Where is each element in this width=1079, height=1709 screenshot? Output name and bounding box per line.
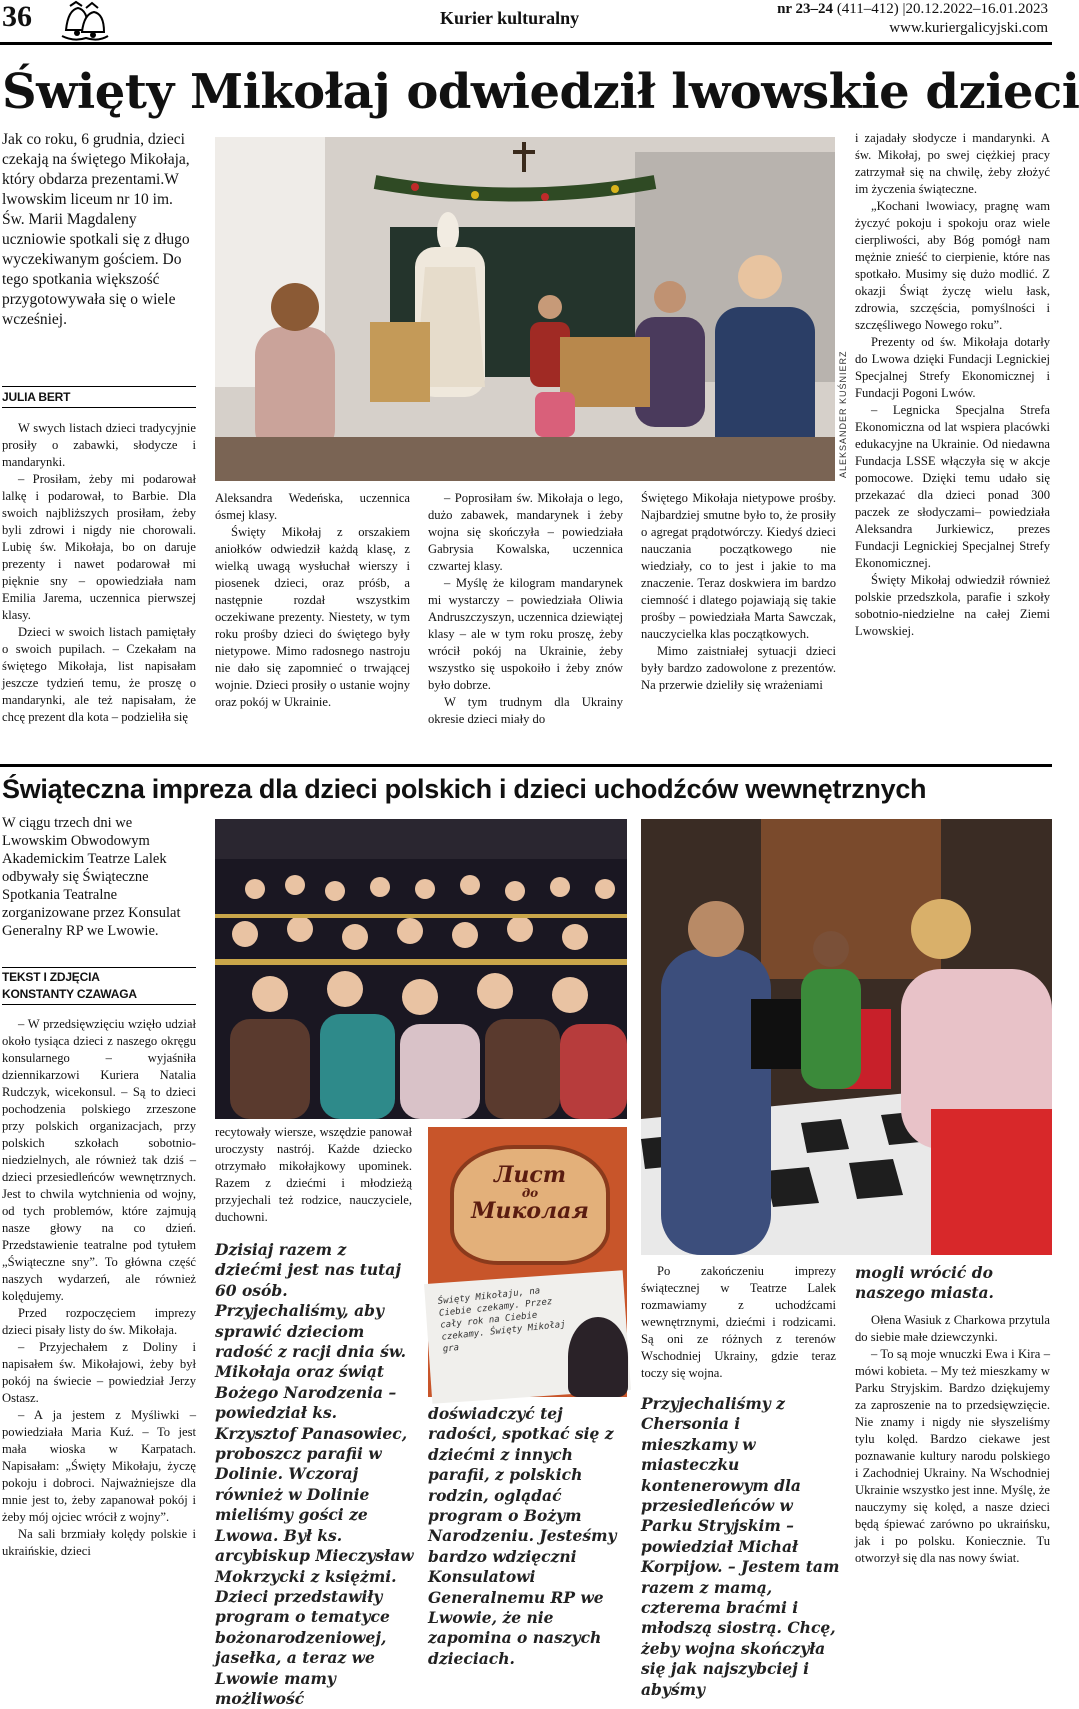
article2-byline-1: TEKST I ZDJĘCIA bbox=[2, 970, 100, 984]
gifts-photo bbox=[641, 819, 1052, 1255]
article2-title: Świąteczna impreza dla dzieci polskich i dzieci uchodźców wewnętrznych bbox=[2, 774, 927, 804]
letter-text: Święty Mikołaju, na Ciebie czekamy. Przez cały rok na Ciebie czekamy. Święty Mikołaj gra bbox=[437, 1286, 567, 1355]
article2-quote2: doświadczyć tej radości, spotkać się z dziećmi z innych parafii, z polskich rodzin, oglądać program o Bożym Narodzeniu. Jesteśmy bardzo wdzięczni Konsulatowi Generalnemu RP we Lwowie, że nie zapomina o naszych dzieciach. bbox=[428, 1404, 617, 1668]
issue-dates: (411–412) |20.12.2022–16.01.2023 bbox=[833, 1, 1048, 17]
paragraph: W tym trudnym dla Ukrainy okresie dzieci miały do bbox=[428, 695, 623, 726]
section-title: Kurier kulturalny bbox=[440, 8, 580, 28]
byline-rule bbox=[2, 407, 196, 408]
paragraph: Na sali brzmiały kolędy polskie i ukraińskie, dzieci bbox=[2, 1527, 196, 1558]
article2-quote4: mogli wrócić do naszego miasta. bbox=[855, 1263, 994, 1303]
article1-lead: Jak co roku, 6 grudnia, dzieci czekają na świętego Mikołaja, który obdarza prezentami.W lwowskim liceum nr 10 im. Św. Marii Magdaleny uczniowie spotkali się z długo wyczekiwanym gościem. Do tego spotkania większość przygotowywała się o wiele wcześniej. bbox=[2, 131, 190, 328]
article1-col5 bbox=[855, 130, 1050, 744]
paragraph: – W przedsięwzięciu wzięło udział około tysiąca dzieci z naszego okręgu konsularnego – wyjaśniła dziennikarzowi Kuriera Natalia Rudczyk, wicekonsul. – Są to dzieci pochodzenia polskiego zrzeszone przy polskich organizacjach, przy polskich szkołach sobotnio-niedzielnych, ale również tak dziś – dzieci przesiedleńców wewnętrznych. Jest to chwila wytchnienia od wojny, od tych problemów, które zajmują nasze głowy na co dzień. Przedstawienie teatralne pod tytułem „Świąteczne sny”. To główna część naszych wydarzeń, ale również kolędujemy. bbox=[2, 1017, 196, 1303]
article2-quote3: Przyjechaliśmy z Chersonia i mieszkamy w miasteczku kontenerowym dla przesiedleńców w Parku Stryjskim – powiedział Michał Korpijow. – Jestem tam razem z mamą, czterema braćmi i młodszą siostrą. Chcę, żeby wojna skończyła się jak najszybciej i abyśmy bbox=[641, 1394, 840, 1699]
article2-byline-2: KONSTANTY CZAWAGA bbox=[2, 987, 137, 1001]
child-head bbox=[568, 1317, 628, 1397]
article2-quote1: Dzisiaj razem z dziećmi jest nas tutaj 60 osób. Przyjechaliśmy, aby sprawić dzieciom radość z racji dnia św. Mikołaja oraz świąt Bożego Narodzenia – powiedział ks. Krzysztof Panasowiec, proboszcz parafii w Dolinie. Wczoraj również w Dolinie mieliśmy gości ze Lwowa. Był ks. arcybiskup Mieczysław Mokrzycki z księżmi. Dzieci przedstawiły program o tematyce bożonarodzeniowej, jasełka, a teraz we Lwowie mamy możliwość bbox=[215, 1240, 414, 1708]
article2-col5 bbox=[855, 1312, 1050, 1637]
paragraph: Przed rozpoczęciem imprezy dzieci pisały listy do św. Mikołaja. bbox=[2, 1306, 196, 1337]
paragraph: recytowały wiersze, wszędzie panował uroczysty nastrój. Każde dziecko otrzymało mikołajkowy upominek. Razem z dziećmi i młodzieżą przyjechali też rodzice, nauczyciele, duchowni. bbox=[215, 1125, 412, 1224]
page-number: 36 bbox=[2, 0, 32, 33]
paragraph: Po zakończeniu imprezy świątecznej w Teatrze Lalek rozmawiamy z uchodźcami wewnętrznymi, dziećmi i rodzicami. Są oni ze różnych z terenów Wschodniej Ukrainy, gdzie teraz toczy się wojna. bbox=[641, 1264, 836, 1380]
gifts-illustration bbox=[641, 819, 1052, 1255]
article1-col1 bbox=[2, 420, 196, 744]
bells-icon bbox=[56, 0, 112, 42]
article1-col2 bbox=[215, 490, 410, 744]
paragraph: Świętego Mikołaja nietypowe prośby. Najbardziej smutne było to, że prosiły o agregat prądotwórczy. Kiedyś dzieci nauczania początkowego nie wiedziały, co to jest i jakie to ma znaczenie. Teraz doskwiera im bardzo ciemność i dlatego pojawiają się takie prośby – powiedziała Marta Sawczak, nauczycielka klas początkowych. bbox=[641, 491, 836, 641]
classroom-photo bbox=[215, 137, 835, 481]
paragraph: Prezenty od św. Mikołaja dotarły do Lwowa dzięki Fundacji Legnickiej Specjalnej Strefy Ekonomicznej i Fundacji Pogoni Lwów. bbox=[855, 335, 1050, 400]
paragraph: – A ja jestem z Myśliwki – powiedziała Maria Kuź. – To jest mała wioska w Karpatach. Napisałam: „Święty Mikołaju, życzę pokoju i dobroci. Najważniejsze dla mnie jest to, żeby zapanował pokój i żeby mój ojciec wrócił z wojny”. bbox=[2, 1408, 196, 1524]
article1-col4 bbox=[641, 490, 836, 744]
byline-rule bbox=[2, 1004, 196, 1005]
article2-col4 bbox=[641, 1263, 836, 1387]
paragraph: Święty Mikołaj odwiedził również polskie przedszkola, parafie i szkoły sobotnio-niedzielne na całej Ziemi Lwowskiej. bbox=[855, 573, 1050, 638]
paragraph: W swych listach dzieci tradycyjnie prosiły o zabawki, słodycze i mandarynki. bbox=[2, 421, 196, 469]
header-rule bbox=[0, 42, 1052, 45]
article1-author: JULIA BERT bbox=[2, 390, 71, 404]
classroom-illustration bbox=[215, 137, 835, 481]
photo-credit: ALEKSANDER KUŚNIERZ bbox=[838, 350, 848, 478]
paragraph: – Przyjechałem z Doliny i napisałem św. Mikołajowi, żeby był pokój na świecie – powiedział Jerzy Ostasz. bbox=[2, 1340, 196, 1405]
paragraph: i zajadały słodycze i mandarynki. A św. Mikołaj, po swej ciężkiej pracy zatrzymał się na chwilę, żeby złożyć im życzenia świąteczne. bbox=[855, 131, 1050, 196]
section-rule bbox=[0, 764, 1052, 767]
article2-col2 bbox=[215, 1124, 412, 1224]
paragraph: – Myślę że kilogram mandarynek mi wystarczy – powiedziała Oliwia Andruszczyszyn, uczennica dziewiątej klasy – ale w tym roku proszę, żeby wrócił pokój na Ukrainie, żeby wszystko się uspokoiło i żeby znów było dobrze. bbox=[428, 576, 623, 692]
paragraph: Święty Mikołaj z orszakiem aniołków odwiedził każdą klasę, z wielką uwagą wysłuchał wierszy i piosenek dzieci, oraz próśb, a następnie rozdał wszystkim oczekiwane prezenty. Niestety, w tym roku prośby dzieci do świętego były nietypowe. Mimo radosnego nastroju nie dało się zapomnieć o trwającej wojnie. Dzieci prosiły o ustanie wojny oraz pokój w Ukrainie. bbox=[215, 525, 410, 709]
website-link[interactable]: www.kuriergalicyjski.com bbox=[889, 20, 1048, 36]
paragraph: Ołena Wasiuk z Charkowa przytula do siebie małe dziewczynki. bbox=[855, 1313, 1050, 1344]
audience-illustration bbox=[215, 819, 627, 1119]
paragraph: – Legnicka Specjalna Strefa Ekonomiczna od lat wspiera placówki edukacyjne na Ukrainie. Od niedawna Fundacja LSSE włączyła się w akcje pomocowe. Dzięki temu udało się przekazać dla dzieci ponad 300 paczek ze słodyczami– powiedziała Aleksandra Jurkiewicz, prezes Fundacji Legnickiej Specjalnej Strefy Ekonomicznej. bbox=[855, 403, 1050, 570]
paragraph: – To są moje wnuczki Ewa i Kira – mówi kobieta. – My też mieszkamy w Parku Stryjskim. Bardzo dziękujemy za zaproszenie na to przedsięwzięcie. Nie znamy i nigdy nie słyszeliśmy tylu kolęd. Bardzo ciekawe jest poznawanie kultury narodu polskiego i Zachodniej Ukrainy. Na Wschodniej Ukrainie wszystko jest inne. Myślę, że nauczymy się kolęd, a nasze dzieci będą śpiewać zarówno po ukraińsku, jak i po polsku. Koniecznie. Tu otworzył się dla nas nowy świat. bbox=[855, 1347, 1050, 1565]
sign-text: Лист до Миколая bbox=[471, 1162, 589, 1224]
byline-rule bbox=[2, 967, 196, 968]
paragraph: – Poprosiłam św. Mikołaja o lego, dużo zabawek, mandarynek i żeby wojna się skończyła – powiedziała Gabrysia Kowalska, uczennica czwartej klasy. bbox=[428, 491, 623, 573]
paragraph: „Kochani lwowiacy, pragnę wam życzyć pokoju i spokoju oraz wiele cierpliwości, aby Bóg pomógł nam mężnie znieść to cierpienie, które nas spotkało. Musimy się dużo modlić. Z okazji Świąt życzę wielu łask, zdrowia, szczęścia, pomyślności i szczęśliwego Nowego roku”. bbox=[855, 199, 1050, 332]
paragraph: Mimo zaistniałej sytuacji dzieci były bardzo zadowolone z prezentów. Na przerwie dzieliły się wrażeniami bbox=[641, 644, 836, 692]
byline-rule bbox=[2, 386, 196, 387]
article2-lead: W ciągu trzech dni we Lwowskim Obwodowym Akademickim Teatrze Lalek odbywały się Świąteczne Spotkania Teatralne zorganizowane przez Konsulat Generalny RP we Lwowie. bbox=[2, 815, 181, 939]
issue-info bbox=[777, 0, 1048, 38]
letter-sign-photo bbox=[428, 1127, 627, 1397]
issue-number: nr 23–24 bbox=[777, 1, 834, 17]
article1-title: Święty Mikołaj odwiedził lwowskie dzieci bbox=[2, 64, 1079, 120]
paragraph: Aleksandra Wedeńska, uczennica ósmej klasy. bbox=[215, 491, 410, 522]
article1-col3 bbox=[428, 490, 623, 744]
audience-photo bbox=[215, 819, 627, 1119]
paragraph: Dzieci w swoich listach pamiętały o swoich pupilach. – Czekałam na świętego Mikołaja, list napisałam jeszcze tydzień temu, że proszę o mandarynki, ale też napisałam, że chcę prezent dla kota – podzieliła się bbox=[2, 625, 196, 724]
paragraph: – Prosiłam, żeby mi podarował lalkę i podarował, to Barbie. Dla swoich najbliższych prosiłam, żeby byli zdrowi i nigdy nie chorowali. Lubię św. Mikołaja, bo on daruje prezenty i nawet podarował mi pięknie sny – opowiedziała nam Emilia Jarema, uczennica pierwszej klasy. bbox=[2, 472, 196, 622]
article2-col1 bbox=[2, 1016, 196, 1637]
